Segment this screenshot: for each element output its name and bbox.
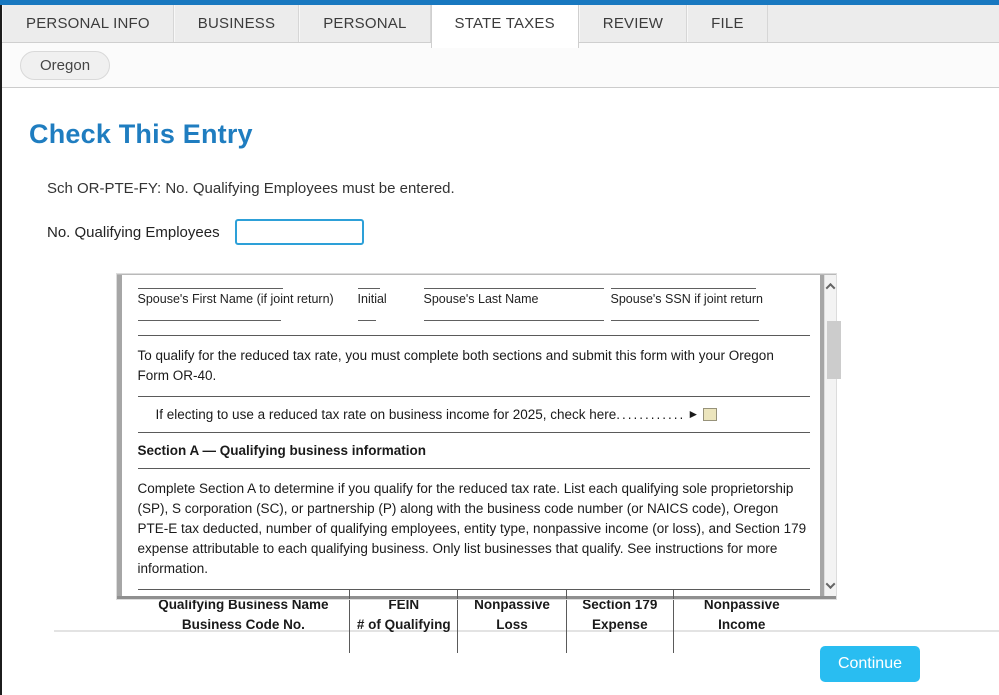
spouse-fields-row: [138, 288, 810, 333]
state-subnav: [2, 43, 999, 88]
initial-field: [358, 288, 424, 333]
main-nav-tabs: [2, 5, 999, 43]
form-preview: [117, 274, 836, 633]
field-line: [611, 320, 759, 321]
dotted-leader: ............: [616, 406, 686, 422]
col-nonpassive-loss: Nonpassive Loss: [457, 590, 565, 654]
spouse-last-name-label: Spouse's Last Name: [423, 292, 539, 306]
field-line: [138, 288, 283, 289]
scrollbar-thumb[interactable]: [827, 321, 841, 379]
tab-strip-spacer: [768, 5, 999, 42]
form-rule: [138, 335, 810, 336]
col-section-179: Section 179 Expense: [566, 590, 674, 654]
tab-review[interactable]: REVIEW: [579, 5, 687, 42]
election-checkbox[interactable]: [703, 408, 717, 421]
tab-state-taxes[interactable]: STATE TAXES: [431, 5, 579, 48]
chevron-up-icon: [826, 282, 836, 292]
preview-scrollbar[interactable]: [824, 275, 836, 596]
field-line: [424, 320, 604, 321]
scroll-up-button[interactable]: [825, 277, 836, 295]
spouse-last-name-field: [424, 288, 611, 333]
section-a-heading: Section A — Qualifying business information: [137, 442, 427, 458]
pointer-arrow-icon: ►: [687, 407, 700, 422]
chevron-down-icon: [826, 579, 836, 589]
col-fein: FEIN # of Qualifying: [349, 590, 457, 654]
tab-personal[interactable]: PERSONAL: [299, 5, 430, 42]
section-a-table-header: [138, 589, 810, 654]
form-rule: [138, 396, 810, 397]
field-line: [611, 288, 756, 289]
qualify-intro-text: To qualify for the reduced tax rate, you must complete both sections and submit this form with your Oregon Form OR-40.: [137, 348, 774, 383]
qualifying-employees-field-row: [47, 219, 999, 245]
field-line: [358, 288, 380, 289]
app-window: [0, 5, 999, 695]
main-content: [2, 119, 999, 682]
state-pill-oregon[interactable]: Oregon: [20, 51, 110, 80]
field-line: [358, 320, 376, 321]
qualifying-employees-input[interactable]: [235, 219, 364, 245]
form-rule: [138, 432, 810, 433]
field-line: [138, 320, 281, 321]
tab-file[interactable]: FILE: [687, 5, 767, 42]
spouse-first-name-label: Spouse's First Name (if joint return): [137, 292, 334, 306]
field-line: [424, 288, 604, 289]
tab-business[interactable]: BUSINESS: [174, 5, 299, 42]
form-rule: [138, 468, 810, 469]
scroll-down-button[interactable]: [825, 576, 836, 594]
form-preview-page: [122, 275, 820, 633]
qualifying-employees-label: No. Qualifying Employees: [47, 223, 220, 241]
spouse-first-name-field: [138, 288, 358, 333]
spouse-ssn-label: Spouse's SSN if joint return: [610, 292, 763, 306]
initial-label: Initial: [357, 292, 387, 306]
continue-button[interactable]: Continue: [820, 646, 920, 682]
spouse-ssn-field: [611, 288, 761, 333]
col-business-name: Qualifying Business Name Business Code No.: [158, 596, 329, 633]
col-nonpassive-income: Nonpassive Income: [673, 590, 809, 654]
page-title: Check This Entry: [29, 119, 253, 149]
election-text: If electing to use a reduced tax rate on business income for 2025, check here: [155, 406, 617, 422]
error-message: Sch OR-PTE-FY: No. Qualifying Employees must be entered.: [47, 180, 455, 197]
election-row: [138, 407, 810, 422]
tab-personal-info[interactable]: PERSONAL INFO: [2, 5, 174, 42]
section-a-instructions: Complete Section A to determine if you qualify for the reduced tax rate. List each qualifying sole proprietorship (SP), S corporation (SC), or partnership (P) along with the business code number (or NAICS code), Oregon PTE-E tax deducted, number of qualifying employees, entity type, nonpassive income (or loss), and Section 179 expense attributable to each qualifying business. Only list businesses that qualify. See instructions for more information.: [137, 480, 807, 576]
